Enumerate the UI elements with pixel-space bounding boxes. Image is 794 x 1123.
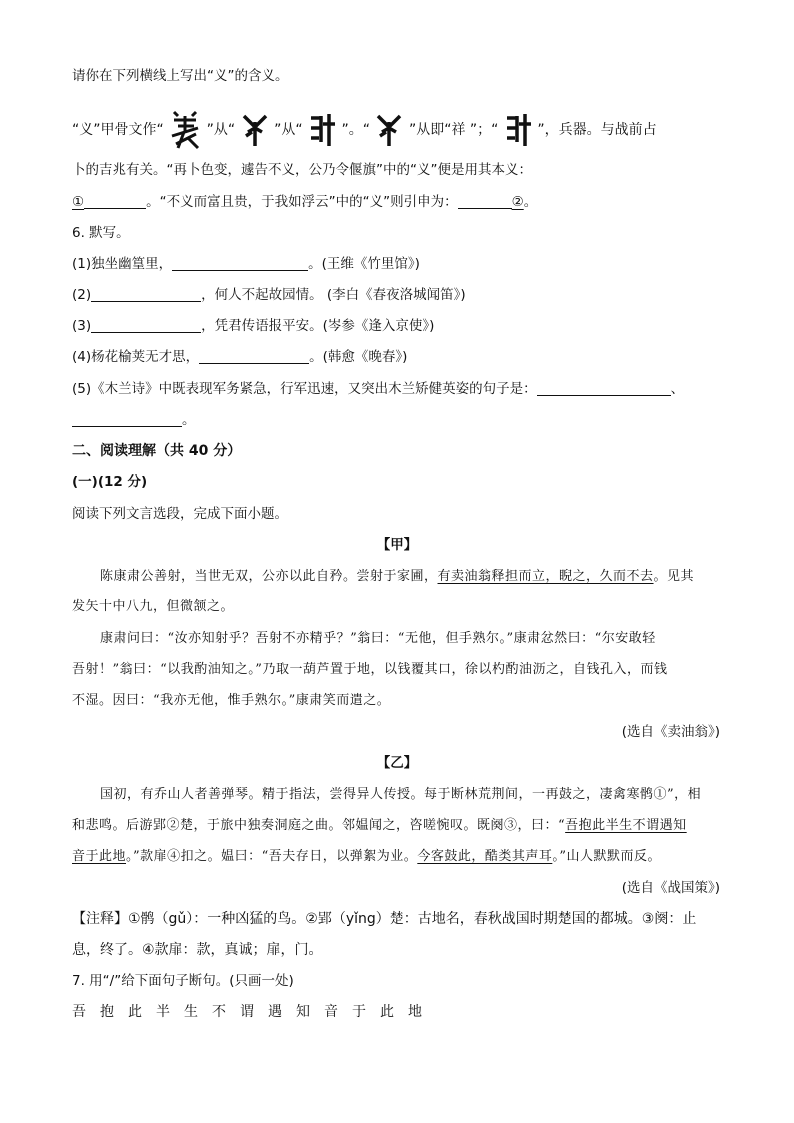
passage-jia-source: (选自《卖油翁》) [621,724,720,740]
dictation-blank-1[interactable] [172,256,308,271]
text-seg: (4)杨花榆荚无才思， [72,349,200,365]
subsection-1-heading: (一)(12 分) [72,474,148,490]
blank-number-1: ① [72,194,85,210]
text-seg: 。(韩愈《晚春》) [309,349,408,365]
dictation-5-cont [72,410,196,430]
text-seg: ，何人不起故园情。 (李白《春夜洛城闻笛》) [201,287,466,303]
oracle-wo-glyph [307,112,337,148]
question-6: 6. 默写。 [72,225,130,241]
text-seg: 。”款扉④扣之。媪曰：“吾夫存日，以弹絮为业。 [126,849,418,864]
oracle-yang-glyph [240,112,270,148]
dictation-1 [72,254,420,274]
meaning-line [72,192,537,212]
dictation-blank-4[interactable] [199,349,309,364]
text-seg: ”从“ [206,122,236,138]
text-seg: (5)《木兰诗》中既表现军务紧急，行军迅速，又突出木兰矫健英姿的句子是： [72,381,537,397]
passage-yi-title: 【乙】 [376,755,418,771]
dictation-blank-5a[interactable] [537,381,671,396]
text-seg: ”。“ [341,122,371,138]
underlined-sentence-2-cont: 音于此地 [72,849,127,864]
text-seg: 。“不义而富且贵，于我如浮云”中的“义”则引申为： [146,194,458,210]
dictation-4 [72,347,407,367]
oracle-wo-glyph-2 [503,112,533,148]
question-7: 7. 用“/”给下面句子断句。(只画一处) [72,973,294,989]
intro-line: 请你在下列横线上写出“义”的含义。 [72,68,289,84]
passage-yi-line-1: 国初，有乔山人者善弹琴。精于指法，尝得异人传授。每于断林荒荆间，一再鼓之，凄禽寒鹘①”，相 [100,787,702,802]
dictation-blank-3[interactable] [91,318,201,333]
oracle-line [72,110,657,150]
underlined-sentence-2: 吾抱此半生不谓遇知 [565,818,687,833]
passage-jia-line-2: 发矢十中八九，但微颔之。 [72,599,235,614]
section-2-heading: 二、阅读理解（共 40 分） [72,443,242,459]
passage-yi-source: (选自《战国策》) [621,880,720,896]
passage-jia-line-4: 吾射！”翁曰：“以我酌油知之。”乃取一葫芦置于地，以钱覆其口，徐以杓酌油沥之，自钱孔入，而钱 [72,662,668,677]
passage-jia-line-3: 康肃问曰：“汝亦知射乎？吾射不亦精乎？”翁曰：“无他，但手熟尔。”康肃忿然曰：“尔安敢轻 [100,631,656,646]
text-seg: 。(王维《竹里馆》) [308,256,420,272]
underlined-sentence-3: 今客鼓此，酷类其声耳 [417,849,553,864]
answer-blank-1[interactable] [84,194,146,209]
dictation-3 [72,316,434,336]
text-seg: ”，兵器。与战前占 [537,122,657,138]
text-seg: (2) [72,287,92,303]
passage-jia-line-1 [100,567,694,587]
oracle-yang-glyph-2 [374,112,404,148]
text-seg: 和悲鸣。后游郢②楚，于旅中独奏洞庭之曲。邻媪闻之，咨嗟惋叹。既阕③，曰：“ [72,818,566,833]
oracle-yi-glyph [168,110,202,150]
dictation-5 [72,379,684,399]
text-seg: 陈康肃公善射，当世无双，公亦以此自矜。尝射于家圃， [100,569,438,584]
dictation-blank-2[interactable] [91,287,201,302]
blank-number-2: ② [511,194,524,210]
text-seg: ”从即“祥 ”；“ [408,122,499,138]
question-7-sentence[interactable]: 吾抱此半生不谓遇知音于此地 [72,1004,436,1020]
dictation-2 [72,285,466,305]
text-seg: (3) [72,318,92,334]
passage-jia-line-5: 不湿。因曰：“我亦无他，惟手熟尔。”康肃笑而遣之。 [72,693,391,708]
dictation-blank-5b[interactable] [72,412,182,427]
passage-jia-title: 【甲】 [376,537,418,553]
text-seg: ”从“ [274,122,303,138]
text-seg: 。”山人默默而反。 [552,849,661,864]
text-seg: 。 [182,412,196,428]
text-seg: 。 [523,194,538,210]
text-seg: 、 [670,381,685,397]
answer-blank-2[interactable] [458,194,512,209]
text-seg: “义”甲骨文作“ [72,122,164,138]
text-seg: 。见其 [653,569,695,584]
underlined-sentence-1: 有卖油翁释担而立，睨之，久而不去 [437,569,654,584]
notes-line-2: 息，终了。④款扉：款，真诚；扉，门。 [72,942,323,958]
text-seg: ，凭君传语报平安。(岑参《逢入京使》) [201,318,435,334]
notes-line-1: 【注释】①鹘（gǔ）：一种凶猛的鸟。②郢（yǐng）楚：古地名，春秋战国时期楚国的都城。③阕：止 [72,911,697,927]
passage-yi-line-3 [72,847,661,867]
oracle-line-2: 卜的吉兆有关。“再卜色变，遽告不义，公乃令偃旗”中的“义”便是用其本义： [72,162,532,178]
reading-instruction: 阅读下列文言选段，完成下面小题。 [72,506,288,522]
passage-yi-line-2 [72,816,687,836]
text-seg: (1)独坐幽篁里， [72,256,173,272]
